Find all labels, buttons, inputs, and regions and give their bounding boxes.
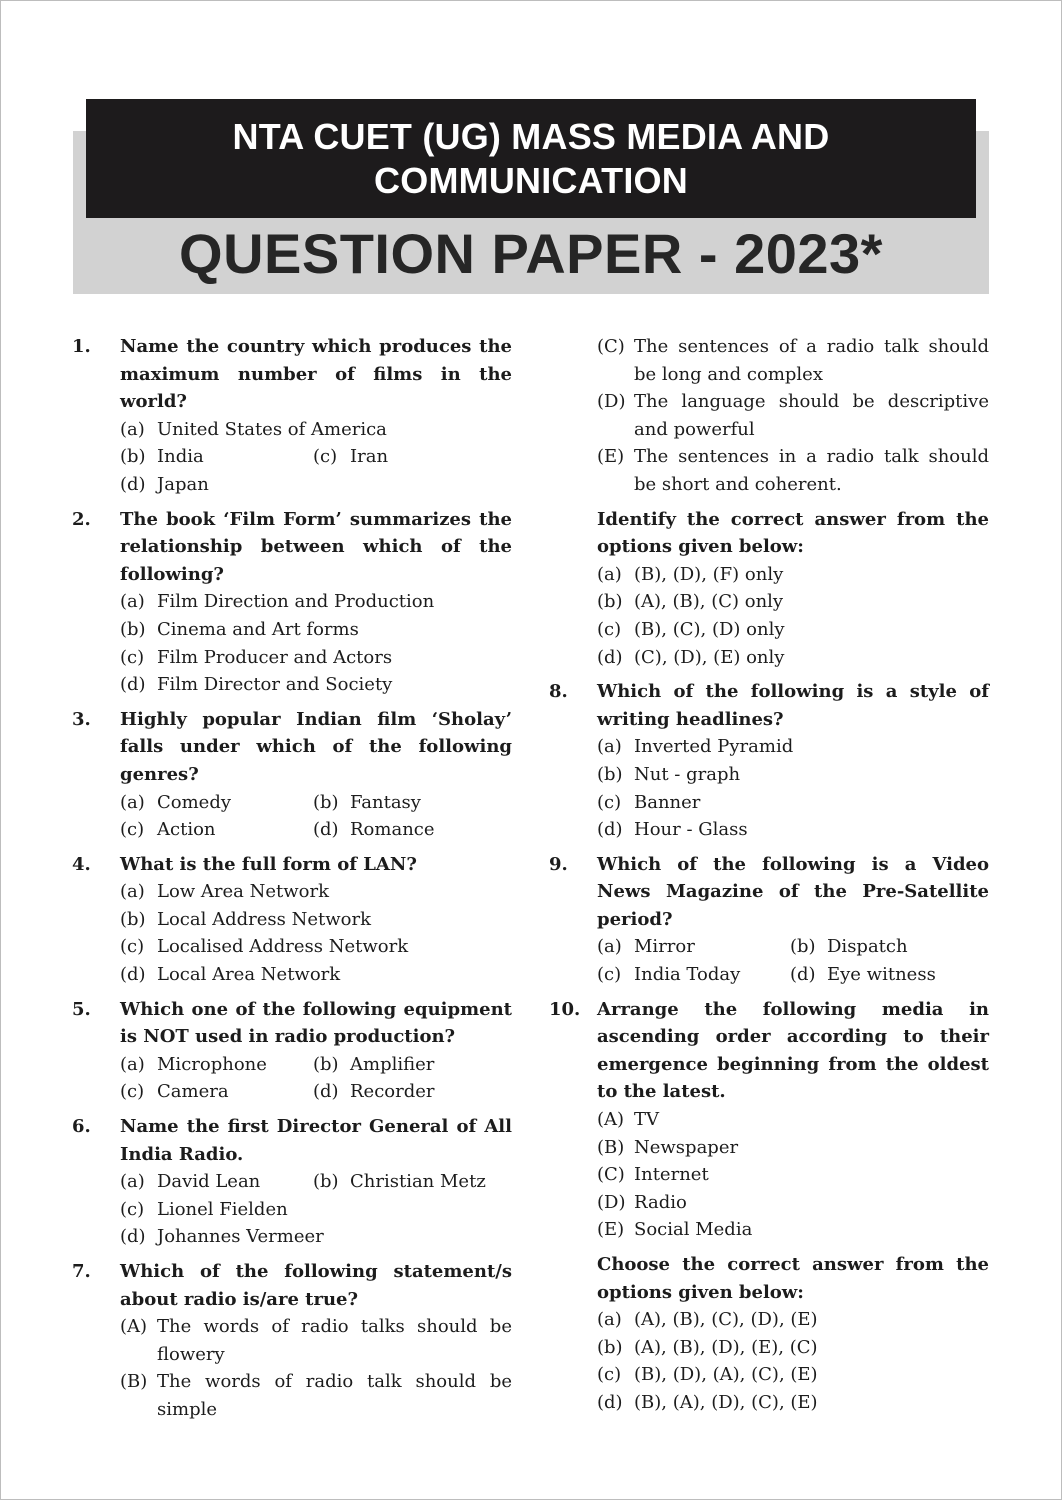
option-c: (c) (B), (C), (D) only: [597, 618, 785, 640]
option-c: (c) India Today: [597, 964, 741, 986]
option-d: (d) Hour - Glass: [597, 819, 748, 841]
question-stem: Name the first Director General of All India Radio.: [120, 1116, 512, 1165]
statement-c: (C) The sentences of a radio talk should be long and complex: [597, 336, 989, 385]
left-column: [72, 333, 512, 1431]
question-7: [72, 1258, 512, 1424]
option-a: (a) Low Area Network: [120, 881, 330, 903]
option-a: (a) Inverted Pyramid: [597, 736, 794, 758]
statement-b: (B) The words of radio talk should be simple: [120, 1371, 512, 1420]
option-b: (b) India: [120, 446, 204, 468]
option-a: (a) (A), (B), (C), (D), (E): [597, 1309, 818, 1331]
statement-a: (A) TV: [597, 1109, 660, 1131]
question-stem: The book ‘Film Form’ summarizes the relationship between which of the following?: [120, 508, 512, 585]
option-b: (b) Christian Metz: [313, 1171, 486, 1193]
option-c: (c) Lionel Fielden: [120, 1198, 288, 1220]
question-number: 7.: [72, 1261, 91, 1282]
question-number: 9.: [549, 853, 568, 875]
question-2: [72, 506, 512, 699]
question-stem: What is the full form of LAN?: [120, 853, 417, 875]
header-title-line-2: COMMUNICATION: [374, 159, 688, 201]
question-stem: Arrange the following media in ascending order according to their emergence beginning from the oldest to the latest.: [597, 998, 989, 1103]
question-stem: Which one of the following equipment is NOT used in radio production?: [120, 998, 512, 1048]
option-a: (a) Comedy: [120, 791, 232, 813]
option-c: (c) Localised Address Network: [120, 936, 409, 958]
question-stem: Which of the following statement/s about radio is/are true?: [120, 1261, 512, 1310]
option-d: (d) Recorder: [313, 1081, 435, 1103]
right-column: [549, 333, 989, 1424]
header-subtitle: QUESTION PAPER - 2023*: [179, 222, 883, 285]
option-b: (b) Amplifier: [313, 1053, 435, 1075]
option-a: (a) David Lean: [120, 1171, 261, 1193]
answer-prompt: Identify the correct answer from the options given below:: [597, 508, 989, 558]
question-4: [72, 851, 512, 989]
question-number: 5.: [72, 998, 91, 1020]
option-b: (b) Dispatch: [790, 936, 908, 958]
header-title-line-1: NTA CUET (UG) MASS MEDIA AND: [232, 115, 830, 157]
option-row: [120, 443, 512, 471]
option-c: (c) Iran: [313, 446, 389, 468]
option-d: (d) Eye witness: [790, 964, 936, 986]
option-row: [120, 1051, 512, 1079]
statement-d: (D) The language should be descriptive and powerful: [597, 391, 989, 440]
option-d: (d) Japan: [120, 473, 209, 495]
question-number: 4.: [72, 853, 91, 875]
option-a: (a) United States of America: [120, 418, 387, 440]
option-c: (c) (B), (D), (A), (C), (E): [597, 1364, 818, 1386]
statement-d: (D) Radio: [597, 1191, 687, 1213]
question-number: 3.: [72, 708, 91, 730]
header-title-box: [86, 99, 976, 218]
option-c: (c) Action: [120, 819, 216, 841]
question-stem: Name the country which produces the maximum number of films in the world?: [120, 336, 512, 413]
option-b: (b) (A), (B), (D), (E), (C): [597, 1336, 818, 1358]
option-row: [597, 933, 989, 961]
statement-e: (E) The sentences in a radio talk should be short and coherent.: [597, 446, 989, 495]
option-a: (a) Mirror: [597, 936, 695, 958]
option-row: [120, 789, 512, 817]
option-row: [120, 1168, 512, 1196]
option-c: (c) Film Producer and Actors: [120, 646, 393, 668]
option-b: (b) Fantasy: [313, 791, 421, 813]
question-stem: Which of the following is a style of writing headlines?: [597, 681, 989, 730]
option-a: (a) Microphone: [120, 1053, 267, 1075]
statement-b: (B) Newspaper: [597, 1136, 739, 1158]
answer-prompt: Choose the correct answer from the options given below:: [597, 1254, 989, 1303]
question-3: [72, 706, 512, 844]
statement-c: (C) Internet: [597, 1164, 709, 1186]
option-row: [597, 961, 989, 989]
question-number: 10.: [549, 998, 581, 1020]
option-d: (d) Johannes Vermeer: [120, 1226, 324, 1248]
option-row: [120, 816, 512, 844]
option-d: (d) (B), (A), (D), (C), (E): [597, 1391, 818, 1413]
statement-a: (A) The words of radio talks should be flowery: [120, 1316, 512, 1365]
statement-e: (E) Social Media: [597, 1219, 753, 1241]
question-number: 6.: [72, 1116, 91, 1138]
option-b: (b) Local Address Network: [120, 908, 371, 930]
question-stem: Highly popular Indian film ‘Sholay’ falls under which of the following genres?: [120, 708, 512, 785]
question-1: [72, 333, 512, 499]
question-6: [72, 1113, 512, 1251]
question-number: 8.: [549, 681, 568, 703]
option-a: (a) Film Direction and Production: [120, 591, 435, 613]
question-10: [549, 996, 989, 1417]
question-5: [72, 996, 512, 1106]
option-d: (d) Film Director and Society: [120, 674, 393, 696]
option-d: (d) Local Area Network: [120, 964, 341, 986]
question-stem: Which of the following is a Video News Magazine of the Pre-Satellite period?: [597, 853, 989, 930]
question-9: [549, 851, 989, 989]
option-c: (c) Camera: [120, 1081, 229, 1103]
question-number: 2.: [72, 508, 91, 530]
question-number: 1.: [72, 336, 91, 357]
option-b: (b) Nut - graph: [597, 763, 741, 785]
option-d: (d) (C), (D), (E) only: [597, 646, 785, 668]
option-d: (d) Romance: [313, 819, 435, 841]
option-c: (c) Banner: [597, 791, 701, 813]
option-b: (b) (A), (B), (C) only: [597, 591, 784, 613]
option-row: [120, 1078, 512, 1106]
question-7-continued: [549, 333, 989, 671]
option-b: (b) Cinema and Art forms: [120, 618, 359, 640]
question-8: [549, 678, 989, 844]
option-a: (a) (B), (D), (F) only: [597, 563, 784, 585]
